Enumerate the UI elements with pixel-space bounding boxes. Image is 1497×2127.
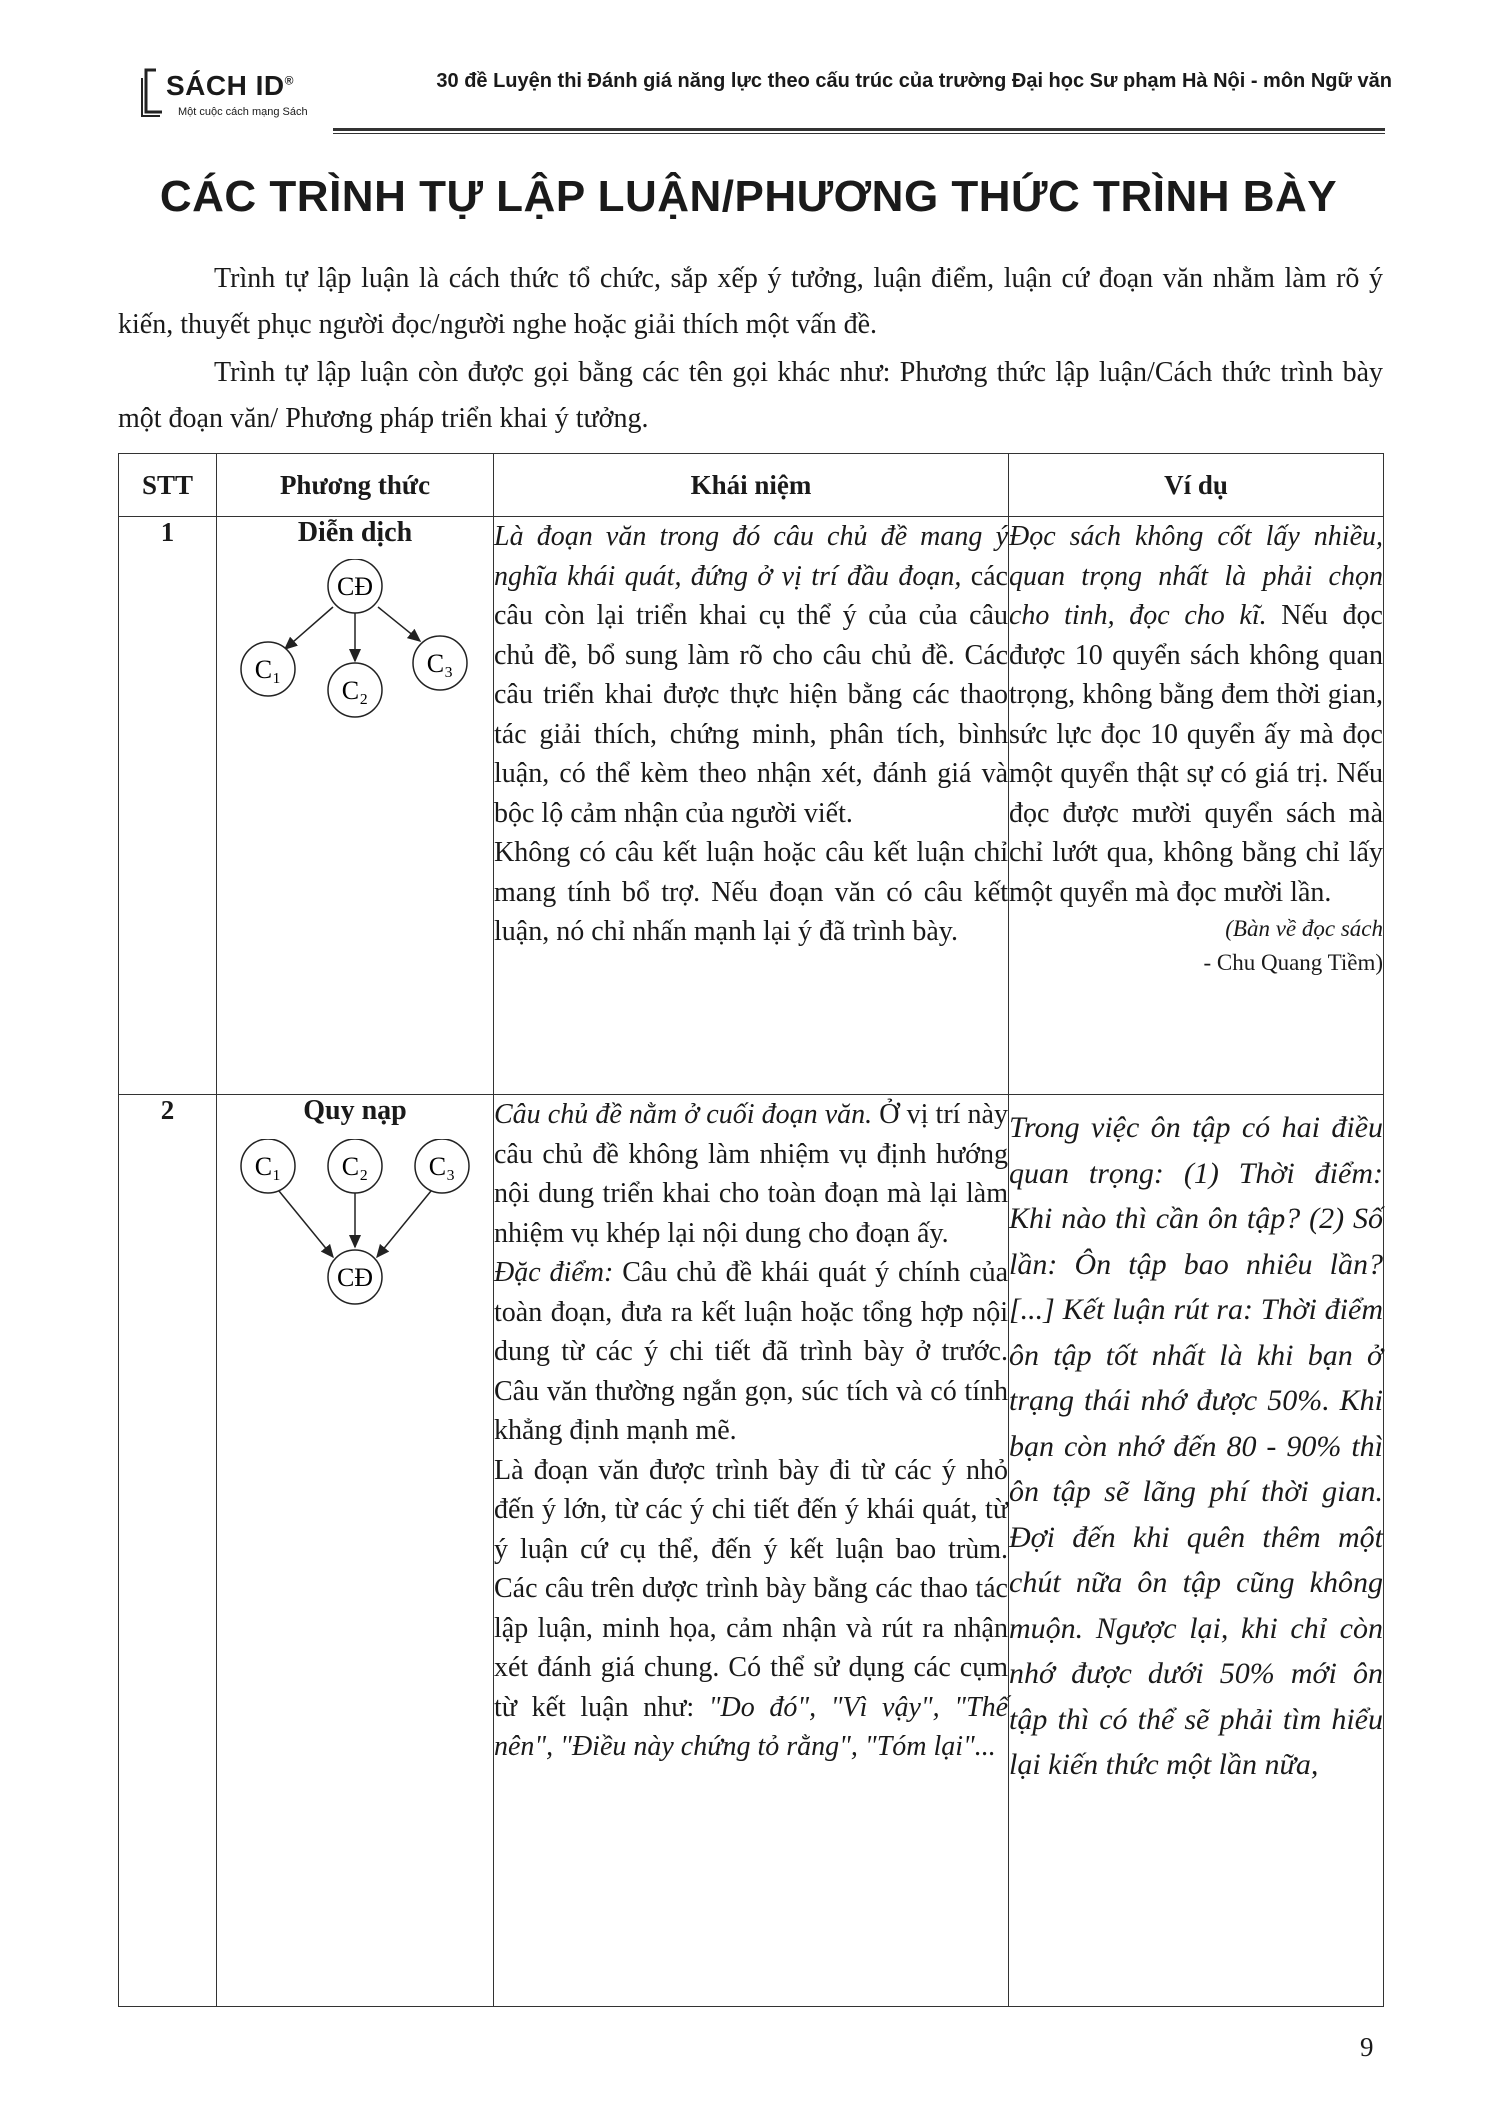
diagram-arrows: [285, 607, 420, 661]
sach-id-logo: [140, 64, 330, 126]
example-text: Nếu đọc được 10 quyển sách không quan trọng, không bằng đem thời gian, sức lực đọc 10 quyển ấy mà đọc một quyển thật sự có giá trị. Nếu đọc được mười quyển sách mà chỉ lướt qua, không bằng chỉ lấy một quyển mà đọc mười lần.: [1009, 600, 1383, 908]
page-header: [140, 58, 1392, 133]
logo-tagline: Một cuộc cách mạng Sách: [178, 106, 308, 118]
svg-text:C₂: C₂: [341, 1152, 369, 1181]
svg-text:C₂: C₂: [341, 676, 369, 705]
diagram-arrows: [279, 1191, 431, 1257]
method-cell: [217, 517, 494, 1095]
row-number: 2: [119, 1095, 217, 2007]
example-source-work: (Bàn về đọc sách: [1225, 916, 1383, 941]
page-title: CÁC TRÌNH TỰ LẬP LUẬN/PHƯƠNG THỨC TRÌNH BÀY: [159, 172, 1338, 221]
concept-paragraph: [494, 517, 1008, 833]
concept-paragraph-2: [494, 1253, 1008, 1451]
example-italic-text: Đọc sách không cốt lấy nhiều, quan trọng nhất là phải chọn cho tinh, đọc cho kĩ.: [1009, 521, 1383, 631]
svg-text:C₁: C₁: [254, 1152, 282, 1181]
svg-text:C₃: C₃: [428, 1152, 456, 1181]
row-number: 1: [119, 517, 217, 1095]
example-paragraph: Trong việc ôn tập có hai điều quan trọng: (1) Thời điểm: Khi nào thì cần ôn tập? (2) Số lần: Ôn tập bao nhiêu lần? [...] Kết luận rút ra: Thời điểm ôn tập tốt nhất là khi bạn ở trạng thái nhớ được 50%. Khi bạn còn nhớ đến 80 - 90% thì ôn tập sẽ lãng phí thời gian. Đợi đến khi quên thêm một chút nữa ôn tập cũng không muộn. Ngược lại, khi chỉ còn nhớ được dưới 50% mới ôn tập thì có thể sẽ phải tìm hiểu lại kiến thức một lần nữa,: [1009, 1111, 1383, 1781]
book-title: 30 đề Luyện thi Đánh giá năng lực theo cấu trúc của trường Đại học Sư phạm Hà Nội - môn Ngữ văn: [436, 70, 1392, 92]
concept-italic-text: Câu chủ đề nằm ở cuối đoạn văn.: [494, 1099, 873, 1130]
concept-text: Câu chủ đề khái quát ý chính của toàn đoạn, đưa ra kết luận hoặc tổng hợp nội dung từ các ý chi tiết đã trình bày ở trước. Câu văn thường ngắn gọn, súc tích và có tính khẳng định mạnh mẽ.: [494, 1257, 1008, 1446]
header-divider: [333, 128, 1385, 131]
concept-label-italic: Đặc điểm:: [494, 1257, 614, 1288]
table-row: [119, 517, 1384, 1095]
table-header-row: [119, 454, 1384, 517]
table-row: [119, 1095, 1384, 2007]
node-c2: [328, 663, 382, 717]
concept-italic-text: Là đoạn văn trong đó câu chủ đề mang ý nghĩa khái quát, đứng ở vị trí đầu đoạn,: [494, 521, 1008, 592]
method-cell: [217, 1095, 494, 2007]
intro-text-1: Trình tự lập luận là cách thức tổ chức, sắp xếp ý tưởng, luận điểm, luận cứ đoạn văn nhằm làm rõ ý kiến, thuyết phục người đọc/người nghe hoặc giải thích một vấn đề.: [118, 263, 1383, 340]
header-stt: STT: [119, 454, 217, 517]
method-name: Quy nạp: [303, 1095, 407, 1126]
logo-book-icon: [140, 68, 164, 118]
svg-text:CĐ: CĐ: [336, 572, 374, 601]
concept-italic-phrases: "Do đó", "Vì vậy", "Thế nên", "Điều này chứng tỏ rằng", "Tóm lại"...: [494, 1691, 1009, 1762]
example-source-author: - Chu Quang Tiềm): [1203, 950, 1383, 975]
method-name: Diễn dịch: [297, 517, 413, 548]
inductive-diagram: [235, 1139, 475, 1309]
logo-text: SÁCH ID®: [166, 70, 294, 101]
example-paragraph: [1009, 517, 1383, 912]
page-number: 9: [1360, 2032, 1374, 2062]
concept-text: Ở vị trí này câu chủ đề không làm nhiệm vụ định hướng nội dung triển khai cho toàn đoạn mà lại làm nhiệm vụ khép lại nội dung cho đoạn ấy.: [494, 1099, 1008, 1249]
node-c1: [241, 1139, 295, 1193]
intro-paragraph-1: [118, 256, 1383, 348]
header-example: Ví dụ: [1009, 454, 1384, 517]
concept-paragraph-2: Không có câu kết luận hoặc câu kết luận chỉ mang tính bổ trợ. Nếu đoạn văn có câu kết luận, nó chỉ nhấn mạnh lại ý đã trình bày.: [494, 837, 1008, 947]
example-cell: [1009, 517, 1384, 1095]
concept-text: Là đoạn văn được trình bày đi từ các ý nhỏ đến ý lớn, từ các ý chi tiết đến ý khái quát, từ ý luận cứ cụ thể, đến ý kết luận bao trùm. Các câu trên dược trình bày bằng các thao tác lập luận, minh họa, cảm nhận và rút ra nhận xét đánh giá chung. Có thể sử dụng các cụm từ kết luận như:: [494, 1454, 1008, 1723]
example-cell: [1009, 1095, 1384, 2007]
header-divider-thin: [333, 133, 1385, 134]
concept-cell: [494, 1095, 1009, 2007]
header-concept: Khái niệm: [494, 454, 1009, 517]
node-topic: [328, 1250, 382, 1304]
concept-text: các câu còn lại triển khai cụ thể ý của của câu chủ đề, bổ sung làm rõ cho câu chủ đề. Các câu triển khai được thực hiện bằng các thao tác giải thích, chứng minh, phân tích, bình luận, có thể kèm theo nhận xét, đánh giá và bộc lộ cảm nhận của người viết.: [494, 560, 1008, 829]
concept-paragraph: [494, 1095, 1008, 1253]
intro-paragraph-2: [118, 350, 1383, 442]
node-topic: [328, 559, 382, 613]
node-c3: [415, 1139, 469, 1193]
svg-text:C₃: C₃: [426, 649, 454, 678]
node-c3: [413, 636, 467, 690]
svg-text:CĐ: CĐ: [336, 1263, 374, 1292]
logo-registered-mark: ®: [284, 73, 294, 88]
deductive-diagram: [235, 559, 475, 739]
concept-cell: [494, 517, 1009, 1095]
header-method: Phương thức: [217, 454, 494, 517]
intro-text-2: Trình tự lập luận còn được gọi bằng các tên gọi khác như: Phương thức lập luận/Cách thức trình bày một đoạn văn/ Phương pháp triển khai ý tưởng.: [118, 357, 1383, 434]
node-c1: [241, 642, 295, 696]
node-c2: [328, 1139, 382, 1193]
concept-paragraph-3: [494, 1451, 1008, 1767]
svg-text:C₁: C₁: [254, 655, 282, 684]
methods-table: [118, 453, 1384, 2007]
